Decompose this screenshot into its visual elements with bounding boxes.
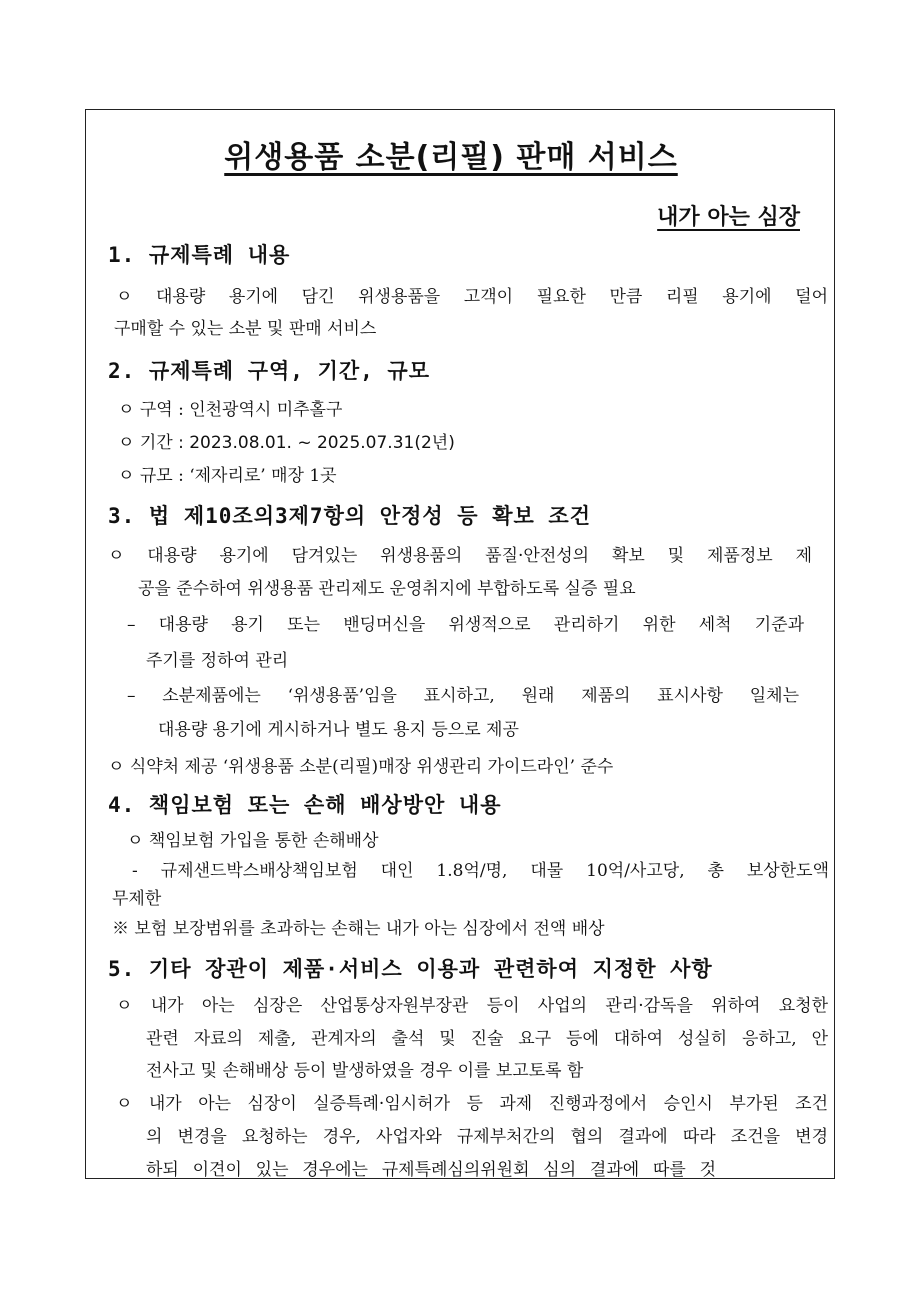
section-4-line: ※ 보험 보장범위를 초과하는 손해는 내가 아는 심장에서 전액 배상 bbox=[112, 919, 605, 939]
section-3-line: – 소분제품에는 ‘위생용품’임을 표시하고, 원래 제품의 표시사항 일체는 bbox=[127, 686, 799, 706]
section-4-line: - 규제샌드박스배상책임보험 대인 1.8억/명, 대물 10억/사고당, 총 보상한도액 bbox=[132, 861, 829, 881]
section-4-line: 무제한 bbox=[112, 889, 162, 909]
section-3-line: ㅇ 식약처 제공 ‘위생용품 소분(리필)매장 위생관리 가이드라인’ 준수 bbox=[108, 757, 614, 777]
section-3-heading: 3. 법 제10조의3제7항의 안정성 등 확보 조건 bbox=[108, 504, 592, 528]
organization-name: 내가 아는 심장 bbox=[657, 205, 800, 230]
section-1-line: 구매할 수 있는 소분 및 판매 서비스 bbox=[114, 319, 377, 339]
section-3-line: 공을 준수하여 위생용품 관리제도 운영취지에 부합하도록 실증 필요 bbox=[138, 579, 636, 599]
section-4-heading: 4. 책임보험 또는 손해 배상방안 내용 bbox=[108, 793, 502, 817]
section-3-line: 대용량 용기에 게시하거나 별도 용지 등으로 제공 bbox=[158, 720, 519, 740]
section-5-line: ㅇ 내가 아는 심장은 산업통상자원부장관 등이 사업의 관리·감독을 위하여 요청한 bbox=[116, 996, 828, 1016]
section-5-line: 관련 자료의 제출, 관계자의 출석 및 진술 요구 등에 대하여 성실히 응하고, 안 bbox=[146, 1029, 828, 1049]
section-2-heading: 2. 규제특례 구역, 기간, 규모 bbox=[108, 359, 431, 383]
document-frame bbox=[85, 109, 835, 1179]
section-3-line: – 대용량 용기 또는 밴딩머신을 위생적으로 관리하기 위한 세척 기준과 bbox=[127, 615, 804, 635]
section-5-heading: 5. 기타 장관이 제품·서비스 이용과 관련하여 지정한 사항 bbox=[108, 957, 713, 981]
section-2-line: ㅇ 규모 : ‘제자리로’ 매장 1곳 bbox=[118, 466, 337, 486]
section-2-line: ㅇ 구역 : 인천광역시 미추홀구 bbox=[118, 400, 343, 420]
section-3-line: ㅇ 대용량 용기에 담겨있는 위생용품의 품질·안전성의 확보 및 제품정보 제 bbox=[108, 546, 812, 566]
section-5-line: ㅇ 내가 아는 심장이 실증특례·임시허가 등 과제 진행과정에서 승인시 부가된 조건 bbox=[116, 1094, 828, 1114]
section-2-line: ㅇ 기간 : 2023.08.01. ~ 2025.07.31(2년) bbox=[118, 433, 455, 453]
section-5-line: 전사고 및 손해배상 등이 발생하였을 경우 이를 보고토록 함 bbox=[146, 1061, 584, 1081]
section-5-line: 의 변경을 요청하는 경우, 사업자와 규제부처간의 협의 결과에 따라 조건을 변경 bbox=[146, 1127, 828, 1147]
section-4-line: ㅇ 책임보험 가입을 통한 손해배상 bbox=[127, 831, 379, 851]
section-1-heading: 1. 규제특례 내용 bbox=[108, 243, 291, 267]
section-3-line: 주기를 정하여 관리 bbox=[146, 651, 289, 671]
document-title: 위생용품 소분(리필) 판매 서비스 bbox=[224, 140, 678, 175]
section-5-line: 하되 이견이 있는 경우에는 규제특례심의위원회 심의 결과에 따를 것 bbox=[146, 1160, 716, 1180]
section-1-line: ㅇ 대용량 용기에 담긴 위생용품을 고객이 필요한 만큼 리필 용기에 덜어 bbox=[116, 287, 828, 307]
